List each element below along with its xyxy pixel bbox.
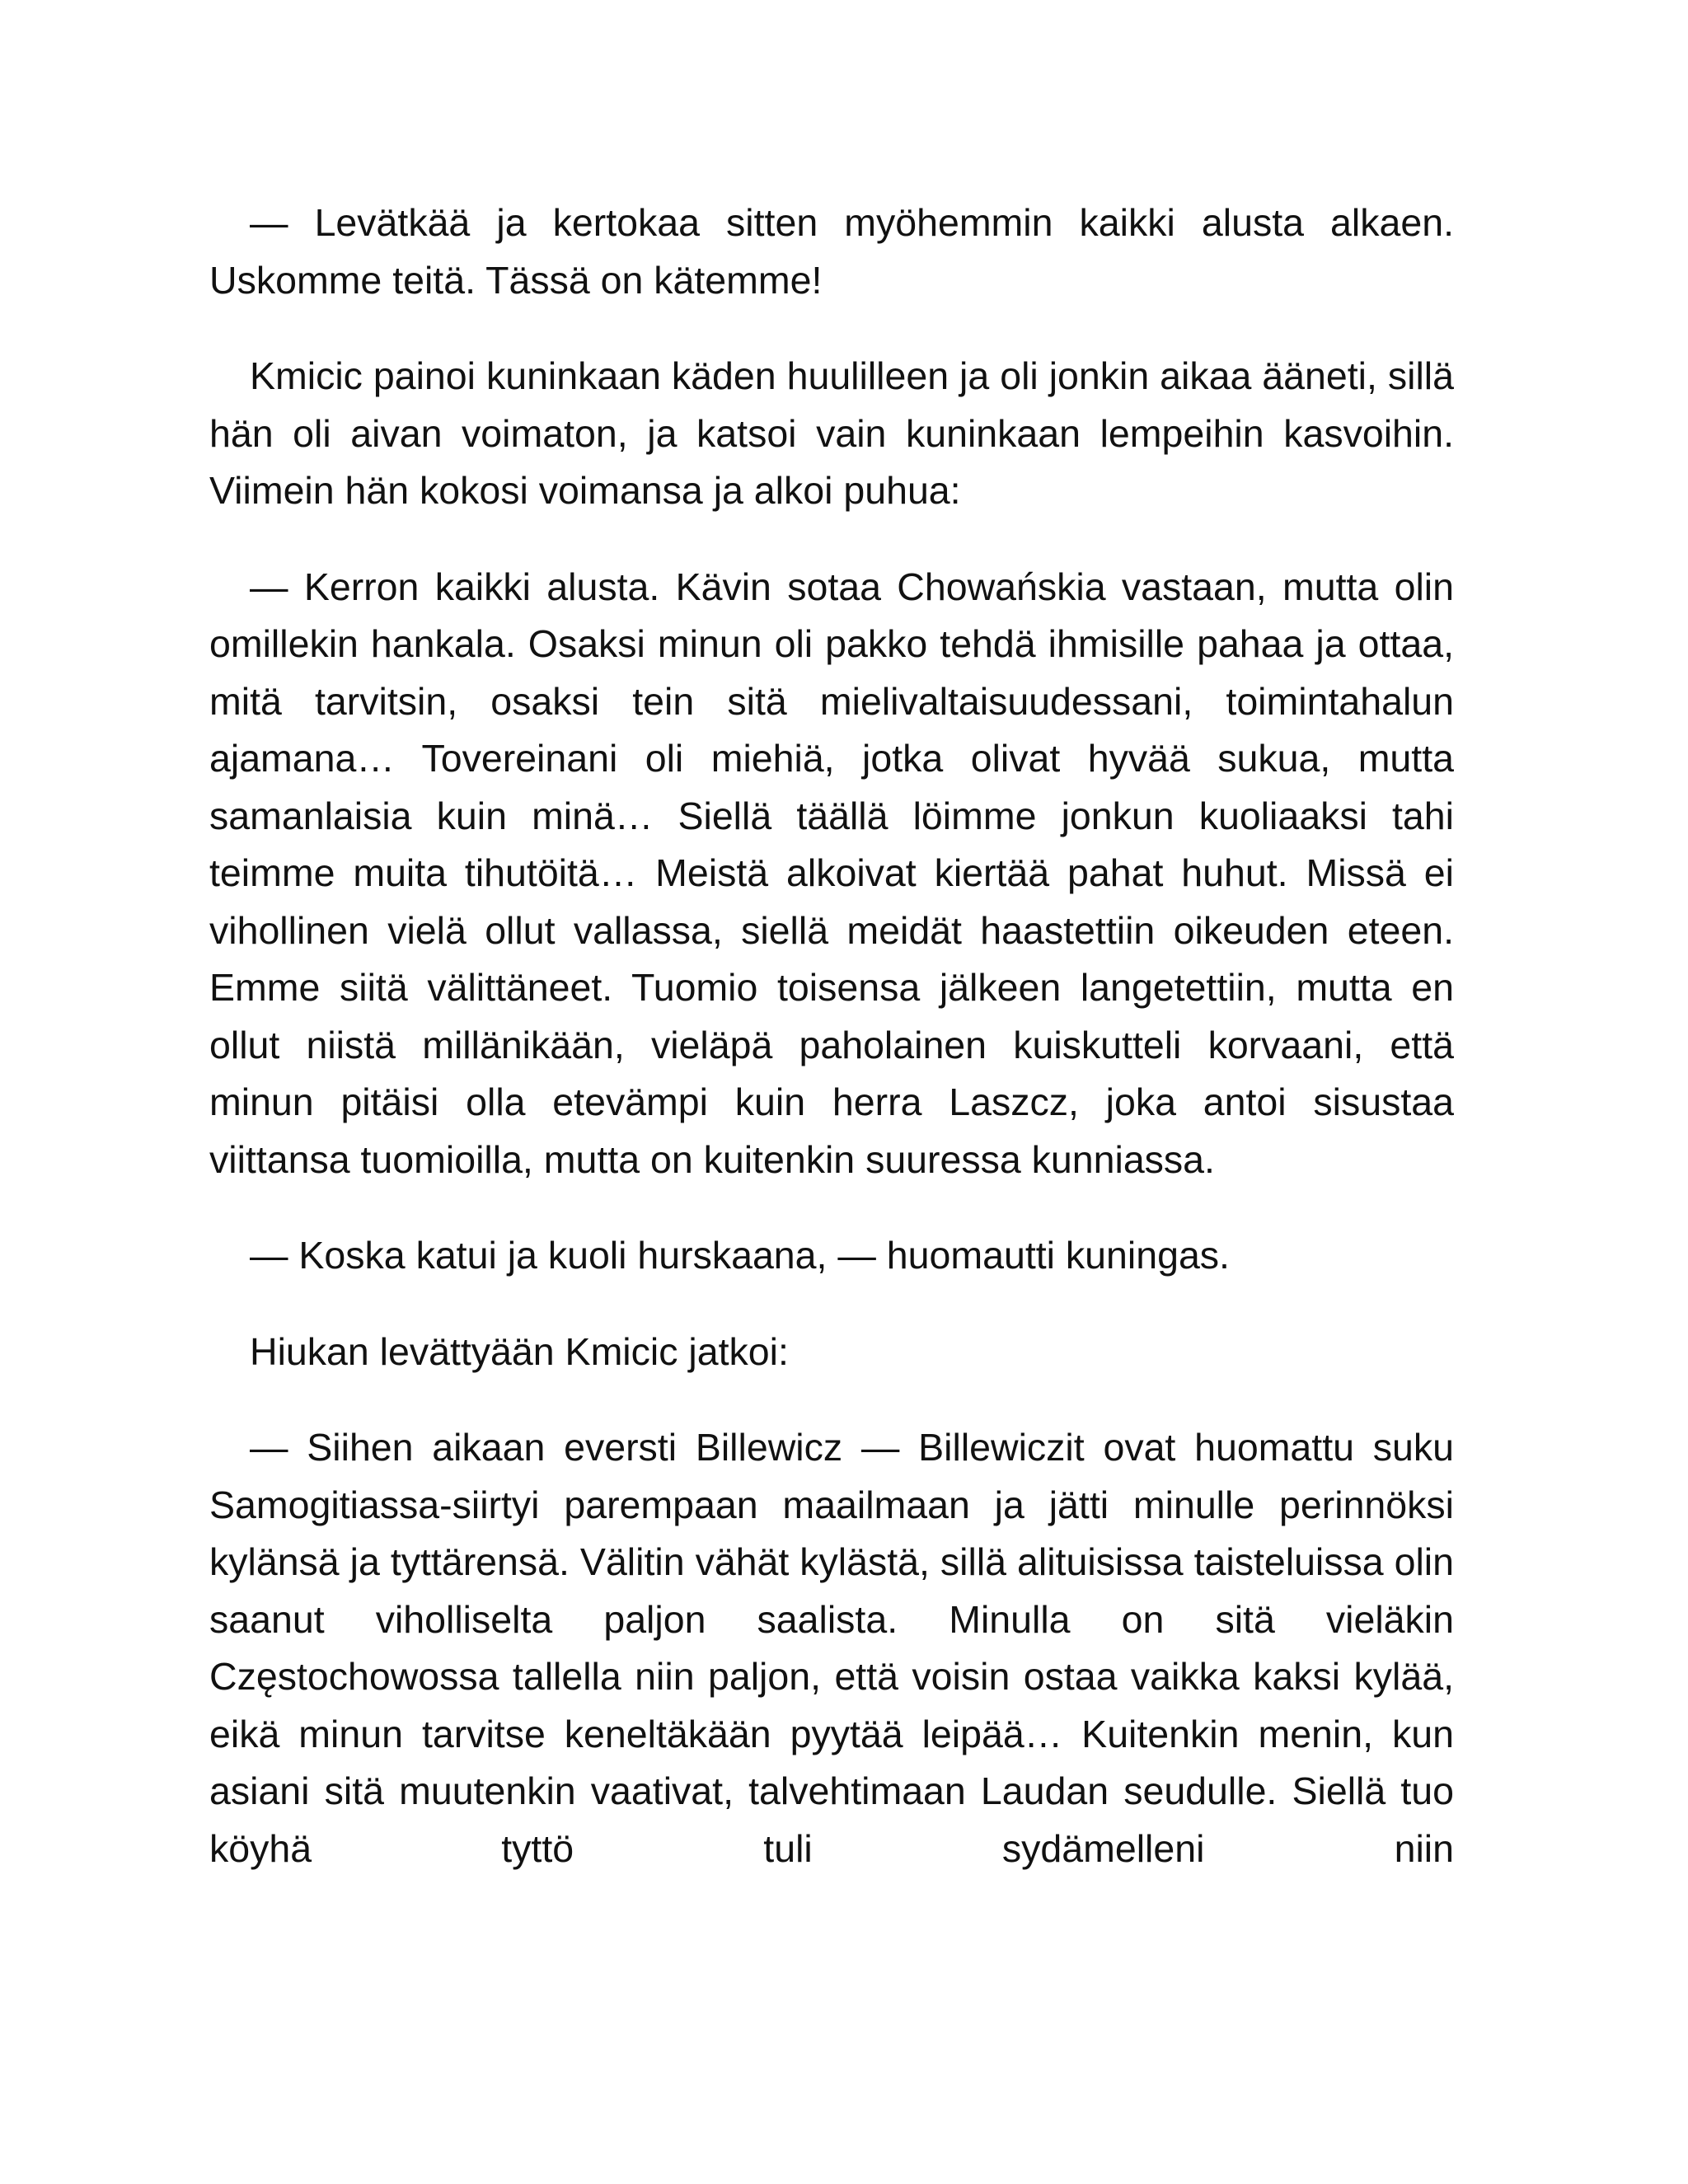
paragraph-4: — Koska katui ja kuoli hurskaana, — huomautti kuningas. <box>250 1234 1230 1277</box>
paragraph-1: — Levätkää ja kertokaa sitten myöhemmin kaikki alusta alkaen. Uskomme teitä. Tässä on kätemme! <box>209 201 1454 302</box>
paragraph-5: Hiukan levättyään Kmicic jatkoi: <box>250 1329 789 1373</box>
paragraph-6: — Siihen aikaan eversti Billewicz — Billewiczit ovat huomattu suku Samogitiassa-siirtyi parempaan maailmaan ja jätti minulle perinnöksi kylänsä ja tyttärensä. Välitin vähät kylästä, sillä alituisissa taisteluissa olin saanut viholliselta paljon saalista. Minulla on sitä vieläkin Częstochowossa tallella niin paljon, että voisin ostaa vaikka kaksi kylää, eikä minun tarvitse keneltäkään pyytää leipää… Kuitenkin menin, kun asiani sitä muutenkin vaativat, talvehtimaan Laudan seudulle. Siellä tuo köyhä tyttö tuli sydämelleni niin <box>209 1426 1454 1870</box>
paragraph-3: — Kerron kaikki alusta. Kävin sotaa Chowańskia vastaan, mutta olin omillekin hankala. Osaksi minun oli pakko tehdä ihmisille pahaa ja ottaa, mitä tarvitsin, osaksi tein sitä mielivaltaisuudessani, toimintahalun ajamana… Tovereinani oli miehiä, jotka olivat hyvää sukua, mutta samanlaisia kuin minä… Siellä täällä löimme jonkun kuoliaaksi tahi teimme muita tihutöitä… Meistä alkoivat kiertää pahat huhut. Missä ei vihollinen vielä ollut vallassa, siellä meidät haastettiin oikeuden eteen. Emme siitä välittäneet. Tuomio toisensa jälkeen langetettiin, mutta en ollut niistä millänikään, vieläpä paholainen kuiskutteli korvaani, että minun pitäisi olla etevämpi kuin herra Laszcz, joka antoi sisustaa viittansa tuomioilla, mutta on kuitenkin suuressa kunniassa. <box>209 565 1454 1181</box>
document-page <box>209 194 1454 1877</box>
paragraph-2: Kmicic painoi kuninkaan käden huulilleen ja oli jonkin aikaa ääneti, sillä hän oli aivan voimaton, ja katsoi vain kuninkaan lempeihin kasvoihin. Viimein hän kokosi voimansa ja alkoi puhua: <box>209 354 1454 512</box>
